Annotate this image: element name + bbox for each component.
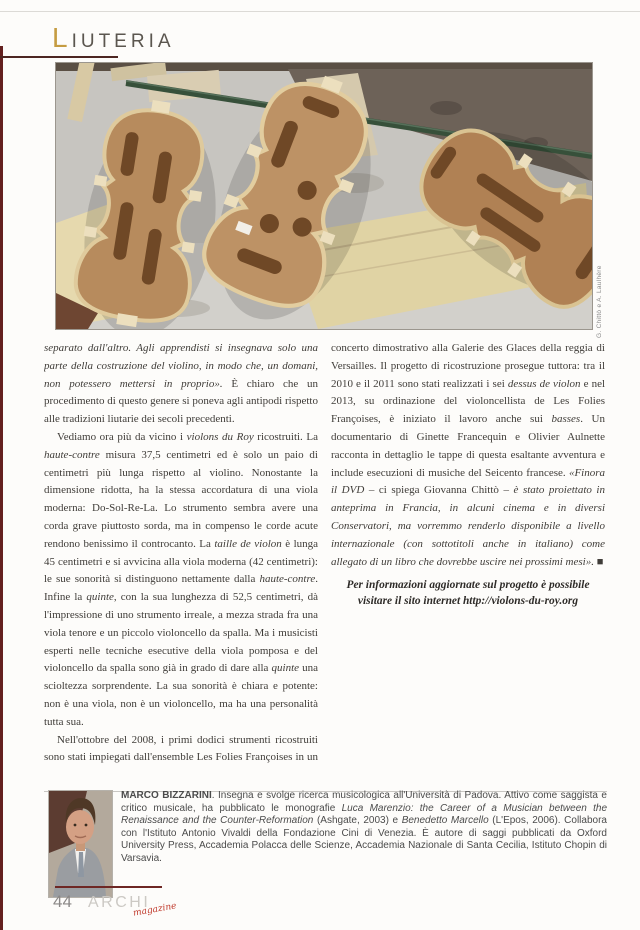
magazine-logo: ARCHI <box>88 894 151 911</box>
magazine-logo-tagline: magazine <box>132 901 178 919</box>
article-paragraph: Nell'ottobre del 2008, i primi dodici strumenti ricostruiti sono stati impiegati dall'ensemble Les Folies Françoises in un concerto dimostrativo alla Galerie des Glaces della reggia di Versailles. Il progetto di ricostruzione prosegue tuttora: tra il 2010 e il 2011 sono stati realizzati i sei dessus de violon e nel 2013, su ordinazione del violoncellista de Les Folies Françoises, è iniziato il lavoro anche sui basses. Un documentario di Ginette Francequin e Olivier Aulnette racconta in dettaglio le tappe di questa esaltante avventura e include esecuzioni di musiche del Seicento francese. «Finora il DVD – ci spiega Giovanna Chittò – è stato proiettato in anteprima in Francia, in alcuni cinema e in diversi Conservatori, ma vorremmo renderlo disponibile a livello internazionale (con sottotitoli anche in italiano) come allegato di un libro che dovrebbe uscire nei prossimi mesi». ■ <box>44 342 605 764</box>
article-body <box>44 340 605 784</box>
project-info-note: Per informazioni aggiornate sul progetto è possibile visitare il sito internet http://violons-du-roy.org <box>346 579 590 608</box>
article-paragraph: separato dall'altro. Agli apprendisti si insegnava solo una parte della costruzione del violino, in modo che, un domani, non potessero mettersi in proprio». È chiaro che un procedimento di questo genere si poneva agli antipodi rispetto alle tradizioni liutarie dei secoli precedenti. <box>44 342 318 426</box>
author-bio: MARCO BIZZARINI. Insegna e svolge ricerca musicologica all'Università di Padova. Attivo come saggista e critico musicale, ha pubblicato le monografie Luca Marenzio: the Career of a Musician between the Renaissance and the Counter-Reformation (Ashgate, 2003) e Benedetto Marcello (L'Epos, 2006). Collabora con l'Istituto Antonio Vivaldi della Fondazione Cini di Venezia. È autore di saggi pubblicati da Oxford University Press, Accademia Polacca delle Scienze, Accademia Nazionale di Santa Cecilia, Istituto Chopin di Varsavia. <box>121 790 608 864</box>
page-number: 44 <box>53 892 72 911</box>
photo-credit: G. Chittò e A. Laulhère <box>596 265 603 338</box>
page-top-edge <box>0 11 640 12</box>
section-rule <box>0 56 118 58</box>
footer-rule <box>55 886 162 888</box>
section-label <box>52 22 175 54</box>
violin-molds-illustration <box>56 63 592 329</box>
section-label-rest: IUTERIA <box>71 31 175 52</box>
binding-edge-strip <box>0 46 3 930</box>
workshop-photo <box>55 62 593 330</box>
article-paragraph: Vediamo ora più da vicino i violons du Roy ricostruiti. La haute-contre misura 37,5 centimetri ed è solo un paio di centimetri più lunga rispetto al violino. Nonostante la dimensione ridotta, ha la stessa accordatura di una viola moderna: Do-Sol-Re-La. Lo strumento sembra avere una corda grave piuttosto sorda, ma in compenso le corde acute rendono benissimo il controcanto. La taille de violon è lunga 45 centimetri e si avvicina alla viola moderna (42 centimetri): le sue sonorità si distinguono nettamente dalla haute-contre. Infine la quinte, con la sua lunghezza di 52,5 centimetri, dà l'impressione di uno strumento irreale, a mezza strada fra una viola tenore e un piccolo violoncello da spalla. Ma i musicisti esperti nelle tecniche esecutive della viola pomposa e del violoncello da spalla sono già in grado di dare alla quinte una scioltezza sorprendente. La sua sonorità è chiara e potente: non è una viola, non è un violoncello, ma ha una personalità tutta sua. <box>44 430 319 728</box>
section-label-initial: L <box>52 22 72 53</box>
portrait-illustration <box>49 791 112 897</box>
marco-bizzarini-portrait <box>48 790 113 898</box>
